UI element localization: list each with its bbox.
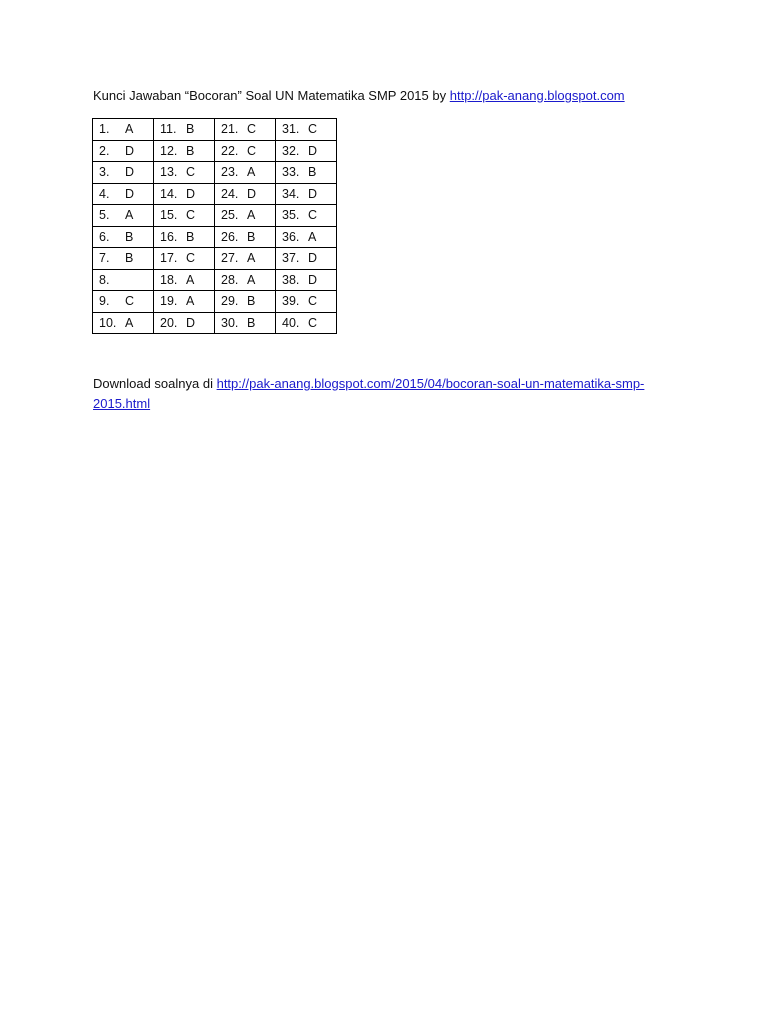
answer-cell [154,248,215,270]
answer-letter: A [308,229,317,244]
question-number: 25. [221,208,239,223]
answer-letter: C [125,294,135,309]
table-row [93,226,337,248]
answer-letter: D [186,186,196,201]
question-number: 12. [160,143,178,158]
answer-letter: D [125,165,135,180]
table-row [93,162,337,184]
answer-letter: B [247,229,256,244]
answer-letter: A [247,272,256,287]
answer-cell [276,248,337,270]
answer-cell [215,205,276,227]
answer-letter: A [186,294,195,309]
download-link[interactable]: http://pak-anang.blogspot.com/2015/04/bocoran-soal-un-matematika-smp-2015.html [93,376,645,411]
answer-letter: D [308,143,318,158]
answer-key-table [92,118,337,334]
answer-letter: B [247,294,256,309]
table-row [93,291,337,313]
answer-letter: A [247,165,256,180]
question-number: 30. [221,315,239,330]
question-number: 8. [99,272,110,287]
answer-cell [154,269,215,291]
answer-letter: D [308,186,318,201]
table-row [93,248,337,270]
answer-cell [276,140,337,162]
question-number: 18. [160,272,178,287]
answer-cell [154,205,215,227]
answer-letter: B [125,229,134,244]
answer-letter: C [308,208,318,223]
question-number: 9. [99,294,110,309]
answer-cell [93,226,154,248]
question-number: 35. [282,208,300,223]
answer-cell [276,226,337,248]
answer-letter: B [247,315,256,330]
answer-cell [215,119,276,141]
answer-letter: D [125,186,135,201]
answer-cell [215,140,276,162]
question-number: 26. [221,229,239,244]
answer-letter: A [125,208,134,223]
answer-letter: D [125,143,135,158]
question-number: 11. [160,122,177,137]
answer-cell [215,291,276,313]
answer-letter: B [308,165,317,180]
question-number: 13. [160,165,178,180]
question-number: 22. [221,143,239,158]
answer-letter: C [247,143,257,158]
answer-cell [215,162,276,184]
answer-cell [154,140,215,162]
question-number: 2. [99,143,110,158]
answer-cell [154,162,215,184]
question-number: 27. [221,251,239,266]
question-number: 7. [99,251,110,266]
question-number: 31. [282,122,300,137]
answer-cell [154,312,215,334]
answer-letter: B [186,229,195,244]
answer-letter: B [186,122,195,137]
answer-cell [93,205,154,227]
question-number: 23. [221,165,239,180]
answer-letter: C [308,122,318,137]
question-number: 33. [282,165,300,180]
answer-cell [93,162,154,184]
question-number: 21. [221,122,239,137]
answer-letter: C [247,122,257,137]
question-number: 6. [99,229,110,244]
table-row [93,312,337,334]
answer-letter: A [125,315,134,330]
answer-cell [154,291,215,313]
answer-cell [93,269,154,291]
question-number: 38. [282,272,300,287]
answer-cell [154,183,215,205]
answer-cell [154,226,215,248]
answer-letter: A [247,208,256,223]
table-row [93,140,337,162]
answer-cell [93,183,154,205]
answer-letter: C [186,165,196,180]
answer-cell [276,119,337,141]
question-number: 39. [282,294,300,309]
answer-cell [93,140,154,162]
answer-cell [276,183,337,205]
answer-cell [215,312,276,334]
answer-cell [276,291,337,313]
question-number: 32. [282,143,300,158]
answer-cell [215,226,276,248]
answer-cell [93,291,154,313]
answer-cell [93,312,154,334]
question-number: 17. [160,251,178,266]
question-number: 1. [99,122,110,137]
question-number: 28. [221,272,239,287]
answer-cell [276,312,337,334]
answer-letter: D [308,272,318,287]
answer-letter: C [186,208,196,223]
question-number: 29. [221,294,239,309]
question-number: 5. [99,208,110,223]
blog-link[interactable]: http://pak-anang.blogspot.com [449,88,625,103]
answer-cell [276,269,337,291]
table-row [93,183,337,205]
question-number: 40. [282,315,300,330]
question-number: 16. [160,229,178,244]
question-number: 10. [99,315,117,330]
answer-cell [276,162,337,184]
page-title [93,87,625,105]
answer-letter: A [186,272,195,287]
answer-cell [215,248,276,270]
answer-cell [93,248,154,270]
question-number: 15. [160,208,178,223]
answer-letter: D [308,251,318,266]
question-number: 24. [221,186,239,201]
question-number: 4. [99,186,110,201]
question-number: 14. [160,186,178,201]
download-text: Download soalnya di [93,376,213,391]
title-text: Kunci Jawaban “Bocoran” Soal UN Matematika SMP 2015 by [93,88,447,103]
answer-cell [276,205,337,227]
question-number: 19. [160,294,178,309]
question-number: 36. [282,229,300,244]
table-row [93,205,337,227]
answer-cell [215,183,276,205]
download-paragraph [93,374,673,414]
answer-letter: D [186,315,196,330]
answer-letter: C [308,294,318,309]
answer-letter: B [186,143,195,158]
answer-cell [93,119,154,141]
answer-letter: D [247,186,257,201]
answer-letter: A [125,122,134,137]
answer-cell [154,119,215,141]
answer-letter: C [308,315,318,330]
table-row [93,119,337,141]
answer-cell [215,269,276,291]
answer-letter: A [247,251,256,266]
table-row [93,269,337,291]
question-number: 34. [282,186,300,201]
question-number: 3. [99,165,110,180]
answer-letter: C [186,251,196,266]
question-number: 20. [160,315,178,330]
answer-letter: B [125,251,134,266]
question-number: 37. [282,251,300,266]
